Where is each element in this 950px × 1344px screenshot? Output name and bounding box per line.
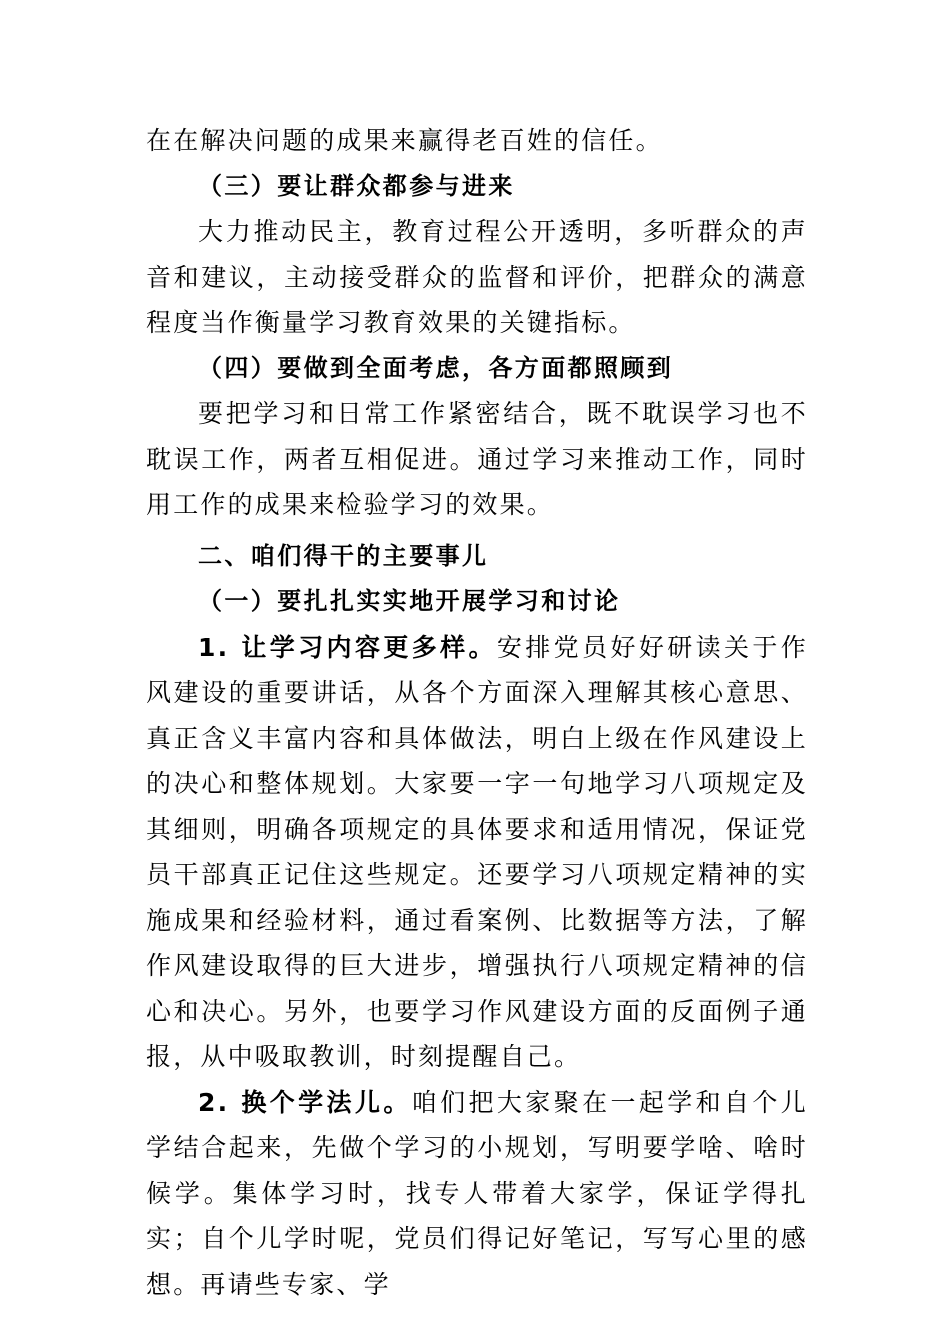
item-1-body: 安排党员好好研读关于作风建设的重要讲话，从各个方面深入理解其核心意思、真正含义丰富内容和具体做法，明白上级在作风建设上的决心和整体规划。大家要一字一句地学习八项规定及其细则，明确各项规定的具体要求和适用情况，保证党员干部真正记住这些规定。还要学习八项规定精神的实施成果和经验材料，通过看案例、比数据等方法，了解作风建设取得的巨大进步，增强执行八项规定精神的信心和决心。另外，也要学习作风建设方面的反面例子通报，从中吸取教训，时刻提醒自己。	[146, 632, 809, 1071]
paragraph-three: 大力推动民主，教育过程公开透明，多听群众的声音和建议，主动接受群众的监督和评价，把群众的满意程度当作衡量学习教育效果的关键指标。	[146, 217, 808, 337]
document-page	[146, 118, 808, 1307]
item-1-paragraph	[146, 625, 808, 1080]
item-2-lead: 2. 换个学法儿。	[198, 1087, 412, 1117]
paragraph-four: 要把学习和日常工作紧密结合，既不耽误学习也不耽误工作，两者互相促进。通过学习来推动工作，同时用工作的成果来检验学习的效果。	[146, 399, 808, 519]
subheading-four: （四）要做到全面考虑，各方面都照顾到	[198, 353, 674, 382]
paragraph-continuation: 在在解决问题的成果来赢得老百姓的信任。	[146, 126, 663, 155]
item-2-paragraph	[146, 1080, 808, 1308]
section-heading-two: 二、咱们得干的主要事儿	[198, 541, 489, 570]
item-1-lead: 1. 让学习内容更多样。	[198, 632, 497, 662]
subheading-three: （三）要让群众都参与进来	[198, 171, 515, 200]
item-2-body: 咱们把大家聚在一起学和自个儿学结合起来，先做个学习的小规划，写明要学啥、啥时候学。集体学习时，找专人带着大家学，保证学得扎实；自个儿学时呢，党员们得记好笔记，写写心里的感想。再请些专家、学	[146, 1087, 808, 1299]
subheading-one: （一）要扎扎实实地开展学习和讨论	[198, 587, 621, 615]
